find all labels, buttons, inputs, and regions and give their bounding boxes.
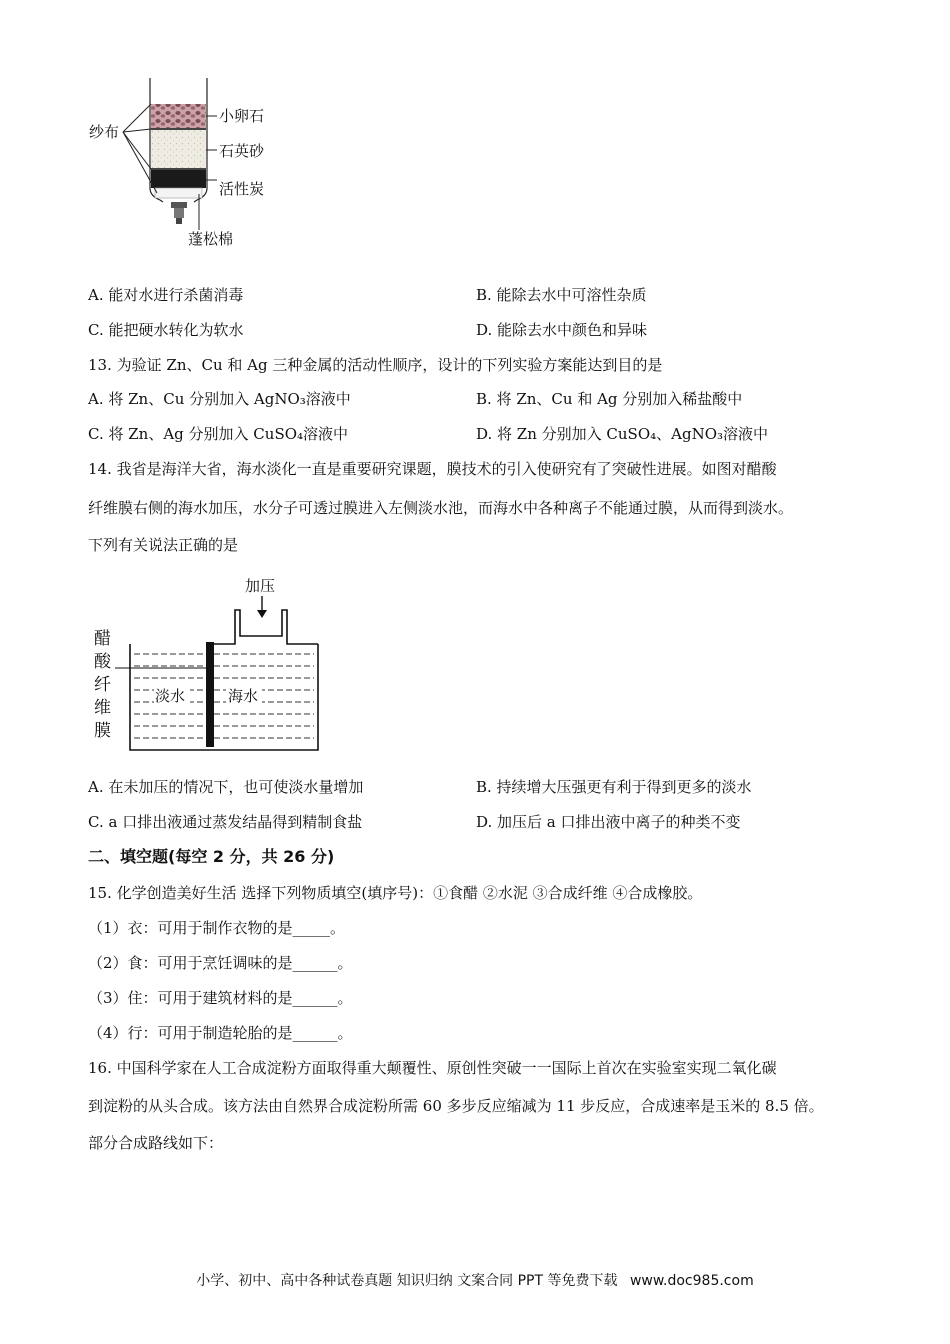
- pressure-label: 加压: [245, 577, 276, 595]
- footer-site-link[interactable]: www.doc985.com: [629, 1273, 754, 1289]
- membrane-char-3: 纤: [94, 675, 111, 695]
- q16-stem-line-1: 16. 中国科学家在人工合成淀粉方面取得重大颠覆性、原创性突破一一国际上首次在实验室实现二氧化碳: [88, 1059, 777, 1077]
- q14-option-d[interactable]: D. 加压后 a 口排出液中离子的种类不变: [476, 813, 741, 831]
- q14-stem-line-3: 下列有关说法正确的是: [88, 536, 239, 554]
- q15-sub-3[interactable]: （3）住：可用于建筑材料的是______。: [88, 989, 353, 1007]
- membrane-char-4: 维: [94, 698, 111, 718]
- q12-option-b[interactable]: B. 能除去水中可溶性杂质: [476, 286, 647, 304]
- q13-option-d[interactable]: D. 将 Zn 分别加入 CuSO₄、AgNO₃溶液中: [476, 425, 769, 443]
- pebble-label: 小卵石: [219, 107, 265, 125]
- charcoal-layer: [151, 170, 206, 188]
- q14-stem-line-1: 14. 我省是海洋大省，海水淡化一直是重要研究课题，膜技术的引入使研究有了突破性进展。如图对醋酸: [88, 460, 777, 478]
- q16-stem-line-3: 部分合成路线如下：: [88, 1134, 224, 1152]
- pressure-arrow: [257, 596, 267, 618]
- q13-option-c[interactable]: C. 将 Zn、Ag 分别加入 CuSO₄溶液中: [88, 425, 349, 443]
- q13-option-b[interactable]: B. 将 Zn、Cu 和 Ag 分别加入稀盐酸中: [476, 390, 743, 408]
- outlet-nozzle: [171, 202, 187, 224]
- q16-stem-line-2: 到淀粉的从头合成。该方法由自然界合成淀粉所需 60 多步反应缩减为 11 步反应，合成速率是玉米的 8.5 倍。: [88, 1097, 824, 1115]
- sand-label: 石英砂: [219, 142, 265, 160]
- q12-option-a[interactable]: A. 能对水进行杀菌消毒: [88, 286, 244, 304]
- membrane-bar: [206, 642, 214, 747]
- q14-option-a[interactable]: A. 在未加压的情况下，也可使淡水量增加: [88, 778, 364, 796]
- q13-option-a[interactable]: A. 将 Zn、Cu 分别加入 AgNO₃溶液中: [88, 390, 351, 408]
- membrane-char-2: 酸: [94, 652, 111, 672]
- section-2-heading: 二、填空题(每空 2 分，共 26 分): [88, 847, 335, 866]
- cotton-label: 蓬松棉: [188, 230, 234, 248]
- gauze-line-1: [151, 128, 206, 130]
- q13-stem: 13. 为验证 Zn、Cu 和 Ag 三种金属的活动性顺序，设计的下列实验方案能达到目的是: [88, 356, 663, 374]
- membrane-char-1: 醋: [94, 629, 111, 649]
- gauze-line-2: [151, 168, 206, 170]
- sea-water-label: 海水: [228, 687, 259, 705]
- charcoal-label: 活性炭: [219, 180, 265, 198]
- q15-sub-1[interactable]: （1）衣：可用于制作衣物的是_____。: [88, 919, 346, 937]
- membrane-char-5: 膜: [94, 721, 111, 741]
- water-filter-figure: [85, 70, 295, 255]
- cotton-layer: [155, 188, 202, 198]
- q15-sub-4[interactable]: （4）行：可用于制造轮胎的是______。: [88, 1024, 353, 1042]
- q12-option-d[interactable]: D. 能除去水中颜色和异味: [476, 321, 648, 339]
- footer-text: 小学、初中、高中各种试卷真题 知识归纳 文案合同 PPT 等免费下载: [196, 1273, 618, 1289]
- q15-stem: 15. 化学创造美好生活 选择下列物质填空(填序号)：①食醋 ②水泥 ③合成纤维 ④合成橡胶。: [88, 884, 703, 902]
- fresh-water-label: 淡水: [155, 687, 186, 705]
- pebble-layer: [151, 104, 206, 128]
- sand-layer: [151, 130, 206, 168]
- q14-stem-line-2: 纤维膜右侧的海水加压，水分子可透过膜进入左侧淡水池，而海水中各种离子不能通过膜，从而得到淡水。: [88, 499, 794, 517]
- q12-option-c[interactable]: C. 能把硬水转化为软水: [88, 321, 244, 339]
- q15-sub-2[interactable]: （2）食：可用于烹饪调味的是______。: [88, 954, 353, 972]
- gauze-label: 纱布: [89, 123, 120, 141]
- q14-option-c[interactable]: C. a 口排出液通过蒸发结晶得到精制食盐: [88, 813, 363, 831]
- page-footer: [0, 1270, 950, 1290]
- tank-outline: [130, 610, 318, 750]
- membrane-figure: [90, 570, 330, 755]
- q14-option-b[interactable]: B. 持续增大压强更有利于得到更多的淡水: [476, 778, 752, 796]
